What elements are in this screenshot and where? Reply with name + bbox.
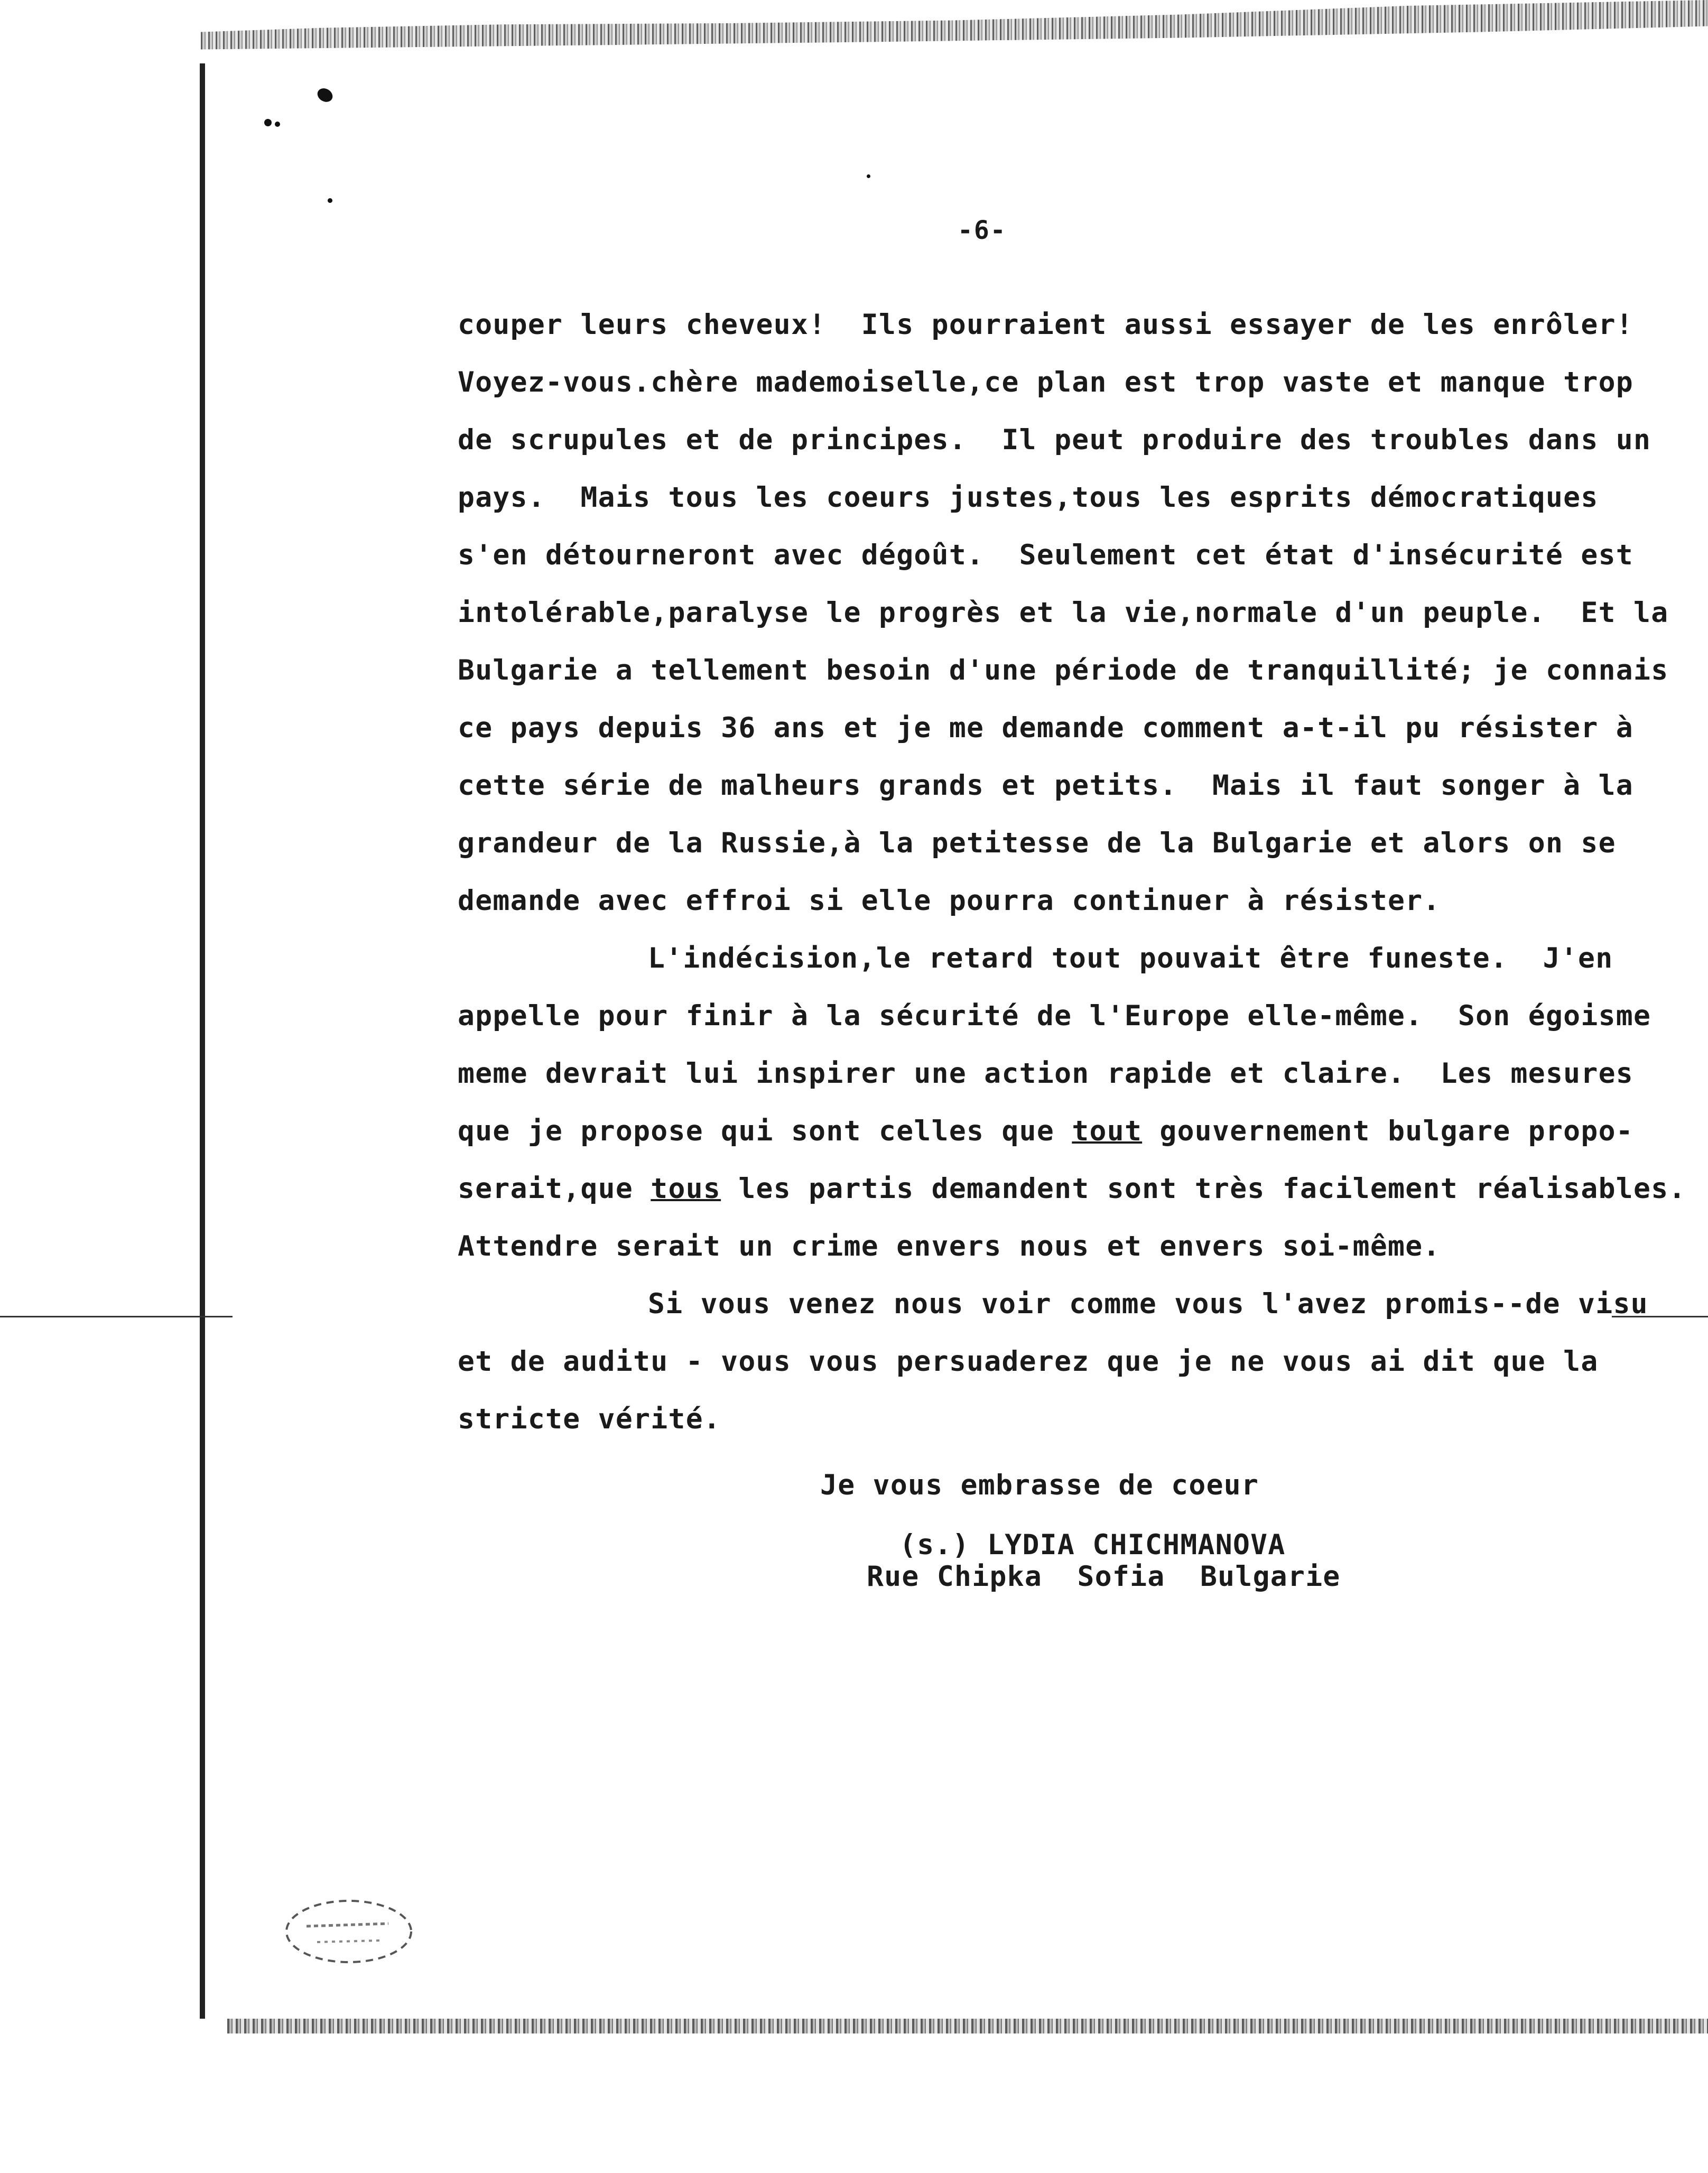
ink-speck [867,174,870,178]
text-line: grandeur de la Russie,à la petitesse de la Bulgarie et alors on se [458,827,1616,859]
archive-stamp [280,1892,417,1971]
closing-salutation: Je vous embrasse de coeur [820,1469,1259,1501]
text-line: Bulgarie a tellement besoin d'une période de tranquillité; je connais [458,654,1669,686]
text-line: s'en détourneront avec dégoût. Seulement cet état d'insécurité est [458,539,1633,571]
scan-left-mark [0,1316,233,1317]
ink-speck [275,122,280,127]
letter-body [458,296,1686,1448]
text-segment: les partis demandent sont très facilement réalisables. [721,1173,1686,1205]
text-segment: gouvernement bulgare propo- [1142,1115,1633,1147]
text-line: ce pays depuis 36 ans et je me demande comment a-t-il pu résister à [458,712,1633,744]
ink-speck [328,198,332,203]
scan-top-edge [201,0,1708,58]
text-line: intolérable,paralyse le progrès et la vie,normale d'un peuple. Et la [458,597,1669,629]
text-line: couper leurs cheveux! Ils pourraient aussi essayer de les enrôler! [458,309,1633,341]
ink-speck [264,119,272,126]
text-line [458,1102,1673,1160]
scan-left-edge [200,63,205,2019]
text-segment: que je propose qui sont celles que [458,1115,1072,1147]
text-line: stricte vérité. [458,1403,721,1435]
text-line: et de auditu - vous vous persuaderez que je ne vous ai dit que la [458,1345,1599,1378]
text-line: pays. Mais tous les coeurs justes,tous les esprits démocratiques [458,481,1599,514]
text-line: cette série de malheurs grands et petits. Mais il faut songer à la [458,769,1633,802]
text-line: Attendre serait un crime envers nous et envers soi-même. [458,1230,1441,1262]
ink-speck [315,86,335,105]
text-segment: serait,que [458,1173,651,1205]
text-line: meme devrait lui inspirer une action rapide et claire. Les mesures [458,1057,1633,1090]
text-line: de scrupules et de principes. Il peut produire des troubles dans un [458,424,1651,456]
sender-address: Rue Chipka Sofia Bulgarie [867,1561,1341,1593]
underlined-word: tout [1072,1115,1143,1147]
text-line: Voyez-vous.chère mademoiselle,ce plan est trop vaste et manque trop [458,366,1633,398]
page-number: -6- [958,216,1007,245]
text-line: appelle pour finir à la sécurité de l'Europe elle-même. Son égoisme [458,1000,1651,1032]
scan-bottom-edge [227,2019,1708,2033]
signature-line: (s.) LYDIA CHICHMANOVA [899,1529,1286,1561]
text-line [458,1160,1686,1218]
text-line: Si vous venez nous voir comme vous l'avez promis--de visu [648,1288,1648,1320]
underlined-word: tous [651,1173,721,1205]
text-line: demande avec effroi si elle pourra continuer à résister. [458,885,1441,917]
text-line: L'indécision,le retard tout pouvait être funeste. J'en [648,942,1613,974]
